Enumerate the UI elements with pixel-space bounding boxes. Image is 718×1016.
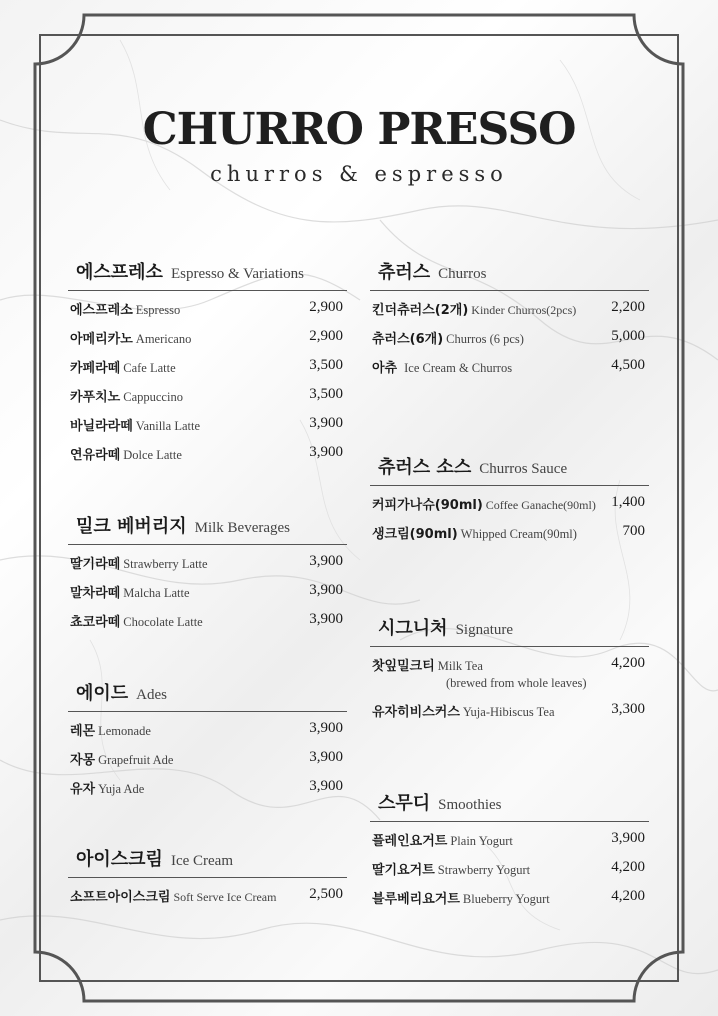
section-smoothies [370, 789, 649, 917]
section-title-en: Churros Sauce [479, 461, 568, 477]
item-name-ko: 츄러스(6개) [372, 332, 444, 347]
item-price: 4,500 [611, 357, 645, 373]
item-price: 3,900 [309, 582, 343, 598]
section-header [370, 453, 649, 486]
menu-item [370, 888, 649, 917]
item-name-ko: 유자 [70, 782, 96, 797]
item-name-en: Lemonade [98, 724, 151, 738]
item-name-en: Coffee Ganache(90ml) [485, 498, 596, 512]
item-price: 2,200 [611, 299, 645, 315]
item-name-ko: 플레인요거트 [372, 834, 448, 849]
item-name-ko: 딸기요거트 [372, 863, 435, 878]
item-name-ko: 카푸치노 [70, 390, 121, 405]
item-note: (brewed from whole leaves) [446, 676, 587, 690]
menu-item [68, 299, 347, 328]
item-name-en: Yuja Ade [98, 782, 145, 796]
menu-item [68, 444, 347, 473]
item-name-en: Whipped Cream(90ml) [460, 527, 577, 541]
section-title-ko: 에이드 [76, 683, 129, 704]
item-price: 2,500 [309, 886, 343, 902]
menu-item [68, 720, 347, 749]
item-name-ko: 찻잎밀크티 [372, 659, 435, 674]
menu-item [370, 299, 649, 328]
menu-item [68, 415, 347, 444]
item-name-en: Strawberry Latte [123, 557, 208, 571]
item-name-en: Grapefruit Ade [98, 753, 174, 767]
item-name-en: Malcha Latte [123, 586, 190, 600]
section-title-en: Ades [136, 687, 167, 703]
section-espresso [68, 258, 347, 473]
item-name-ko: 유자히비스커스 [372, 705, 460, 720]
item-price: 3,900 [309, 720, 343, 736]
menu-item [68, 553, 347, 582]
section-header [370, 789, 649, 822]
menu-item [370, 357, 649, 386]
section-header [370, 614, 649, 647]
item-name-en: Milk Tea [437, 659, 483, 673]
menu-item [68, 749, 347, 778]
item-price: 2,900 [309, 299, 343, 315]
menu-item [370, 830, 649, 859]
item-name-ko: 아츄 [372, 361, 398, 376]
item-name-en: Cappuccino [123, 390, 183, 404]
menu-item [68, 386, 347, 415]
item-name-ko: 에스프레소 [70, 303, 133, 318]
section-header [68, 679, 347, 712]
item-name-en: Americano [135, 332, 192, 346]
menu-item [370, 859, 649, 888]
item-price: 4,200 [611, 859, 645, 875]
item-name-en: Cafe Latte [123, 361, 176, 375]
item-name-ko: 딸기라떼 [70, 557, 121, 572]
section-churros [370, 258, 649, 386]
section-title-ko: 시그니처 [378, 618, 448, 639]
item-name-ko: 카페라떼 [70, 361, 121, 376]
menu-item [370, 494, 649, 523]
item-name-en: Blueberry Yogurt [462, 892, 550, 906]
item-name-ko: 킨더츄러스(2개) [372, 303, 469, 318]
item-price: 3,900 [611, 830, 645, 846]
item-price: 3,500 [309, 386, 343, 402]
section-signature [370, 614, 649, 730]
item-name-ko: 생크림(90ml) [372, 527, 458, 542]
item-price: 3,900 [309, 553, 343, 569]
item-price: 5,000 [611, 328, 645, 344]
item-price: 4,200 [611, 655, 645, 671]
item-price: 2,900 [309, 328, 343, 344]
section-title-en: Milk Beverages [194, 520, 290, 536]
section-milk-beverages [68, 512, 347, 640]
menu-item [68, 886, 347, 915]
brand-name: CHURRO PRESSO [142, 104, 576, 155]
item-price: 700 [622, 523, 645, 539]
item-name-ko: 연유라떼 [70, 448, 121, 463]
menu-header [0, 104, 718, 186]
section-title-en: Espresso & Variations [170, 266, 304, 282]
section-header [370, 258, 649, 291]
section-title-en: Ice Cream [170, 853, 233, 869]
item-name-ko: 말차라떼 [70, 586, 121, 601]
section-title-ko: 밀크 베버리지 [76, 516, 187, 537]
item-name-ko: 자몽 [70, 753, 96, 768]
item-price: 3,900 [309, 749, 343, 765]
menu-item [370, 701, 649, 730]
item-price: 1,400 [611, 494, 645, 510]
menu-item [68, 328, 347, 357]
section-header [68, 845, 347, 878]
item-name-en: Ice Cream & Churros [404, 361, 513, 375]
item-name-ko: 쵸코라떼 [70, 615, 121, 630]
item-name-ko: 레몬 [70, 724, 96, 739]
menu-item [68, 778, 347, 807]
section-title-en: Signature [455, 622, 514, 638]
menu-item [370, 523, 649, 552]
menu-item [370, 655, 649, 701]
item-name-en: Kinder Churros(2pcs) [471, 303, 577, 317]
brand-tagline: churros & espresso [210, 162, 508, 186]
section-header [68, 512, 347, 545]
item-price: 3,900 [309, 611, 343, 627]
menu-item [68, 582, 347, 611]
item-name-en: Dolce Latte [123, 448, 182, 462]
section-title-ko: 츄러스 소스 [378, 457, 472, 478]
item-name-en: Soft Serve Ice Cream [173, 890, 277, 904]
item-price: 3,900 [309, 415, 343, 431]
item-name-ko: 커피가나슈(90ml) [372, 498, 483, 513]
item-name-ko: 소프트아이스크림 [70, 890, 171, 905]
item-name-en: Churros (6 pcs) [446, 332, 524, 346]
item-name-en: Espresso [135, 303, 181, 317]
item-price: 3,300 [611, 701, 645, 717]
section-ades [68, 679, 347, 807]
item-name-ko: 블루베리요거트 [372, 892, 460, 907]
menu-item [68, 611, 347, 640]
menu-item [370, 328, 649, 357]
item-name-ko: 바닐라라떼 [70, 419, 133, 434]
item-name-en: Yuja-Hibiscus Tea [462, 705, 555, 719]
section-ice-cream [68, 845, 347, 915]
item-name-en: Strawberry Yogurt [437, 863, 531, 877]
section-title-ko: 아이스크림 [76, 849, 163, 870]
item-price: 3,500 [309, 357, 343, 373]
section-churros-sauce [370, 453, 649, 552]
item-price: 3,900 [309, 778, 343, 794]
item-price: 4,200 [611, 888, 645, 904]
item-name-en: Vanilla Latte [135, 419, 201, 433]
item-name-en: Plain Yogurt [450, 834, 513, 848]
section-title-en: Smoothies [438, 797, 502, 813]
menu-item [68, 357, 347, 386]
section-title-ko: 스무디 [378, 793, 431, 814]
section-title-ko: 츄러스 [378, 262, 431, 283]
section-title-ko: 에스프레소 [76, 262, 163, 283]
item-name-en: Chocolate Latte [123, 615, 203, 629]
section-header [68, 258, 347, 291]
item-name-ko: 아메리카노 [70, 332, 133, 347]
item-price: 3,900 [309, 444, 343, 460]
section-title-en: Churros [438, 266, 487, 282]
